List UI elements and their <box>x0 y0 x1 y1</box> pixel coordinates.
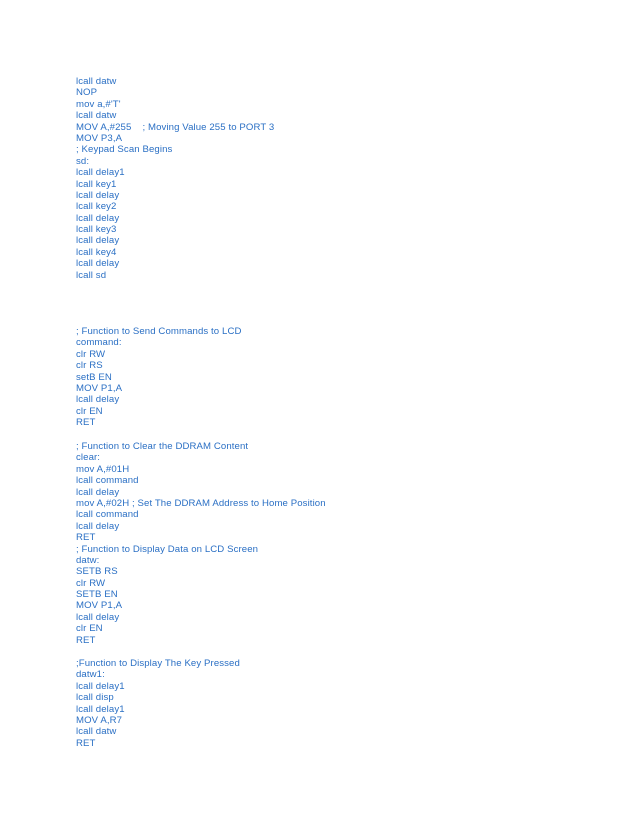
code-line: NOP <box>76 87 98 99</box>
code-line: lcall key1 <box>76 178 117 190</box>
code-line: lcall delay <box>76 520 120 532</box>
code-comment: ;Function to Display The Key Pressed <box>76 658 240 669</box>
code-line: lcall delay <box>76 258 120 270</box>
code-line: lcall command <box>76 475 139 487</box>
code-line: mov A,#01H <box>76 463 130 475</box>
code-line: lcall delay1 <box>76 167 125 179</box>
code-line: MOV P1,A <box>76 382 123 394</box>
code-comment: ; Keypad Scan Begins <box>76 144 173 156</box>
code-line: lcall key2 <box>76 201 117 213</box>
code-line: clr RW <box>76 577 106 589</box>
code-line: MOV A,R7 <box>76 714 123 726</box>
code-line: lcall delay <box>76 486 120 498</box>
code-line: lcall datw <box>76 76 117 87</box>
code-label: sd: <box>76 155 90 167</box>
code-block-clear-and-datw-functions <box>76 441 596 646</box>
code-line: RET <box>76 417 96 429</box>
code-comment: ; Function to Display Data on LCD Screen <box>76 543 259 555</box>
code-comment: ; Function to Clear the DDRAM Content <box>76 441 249 452</box>
code-line: RET <box>76 532 96 544</box>
code-line: SETB RS <box>76 566 118 578</box>
code-line: clr EN <box>76 623 103 635</box>
code-line: lcall delay <box>76 212 120 224</box>
code-line: clr RS <box>76 360 103 372</box>
code-line: lcall sd <box>76 269 107 281</box>
code-line: SETB EN <box>76 589 118 601</box>
code-line: setB EN <box>76 371 112 383</box>
code-line: RET <box>76 634 96 646</box>
code-label: command: <box>76 337 122 349</box>
code-line: MOV P1,A <box>76 600 123 612</box>
code-line: lcall disp <box>76 692 114 704</box>
code-line: lcall key4 <box>76 246 117 258</box>
code-label: datw: <box>76 554 100 566</box>
code-line: lcall delay <box>76 235 120 247</box>
code-block-command-function <box>76 326 596 429</box>
code-line: mov a,#'T' <box>76 98 121 110</box>
code-line: lcall datw <box>76 726 117 738</box>
code-line: lcall delay1 <box>76 703 125 715</box>
code-line: clr EN <box>76 405 103 417</box>
code-line: MOV P3,A <box>76 132 123 144</box>
code-comment: ; Function to Send Commands to LCD <box>76 326 242 337</box>
code-line: lcall delay <box>76 189 120 201</box>
code-line: lcall delay <box>76 611 120 623</box>
code-label: clear: <box>76 452 101 464</box>
code-line: MOV A,#255 ; Moving Value 255 to PORT 3 <box>76 121 275 133</box>
code-line: RET <box>76 737 96 749</box>
code-line: lcall command <box>76 509 139 521</box>
code-line: lcall datw <box>76 110 117 122</box>
code-line: lcall delay1 <box>76 680 125 692</box>
code-line: mov A,#02H ; Set The DDRAM Address to Home Position <box>76 497 326 509</box>
code-line: clr RW <box>76 348 106 360</box>
code-block-main-loop <box>76 76 596 281</box>
code-label: datw1: <box>76 669 105 681</box>
code-line: lcall delay <box>76 394 120 406</box>
code-line: lcall key3 <box>76 224 117 236</box>
code-block-datw1-function <box>76 658 596 749</box>
